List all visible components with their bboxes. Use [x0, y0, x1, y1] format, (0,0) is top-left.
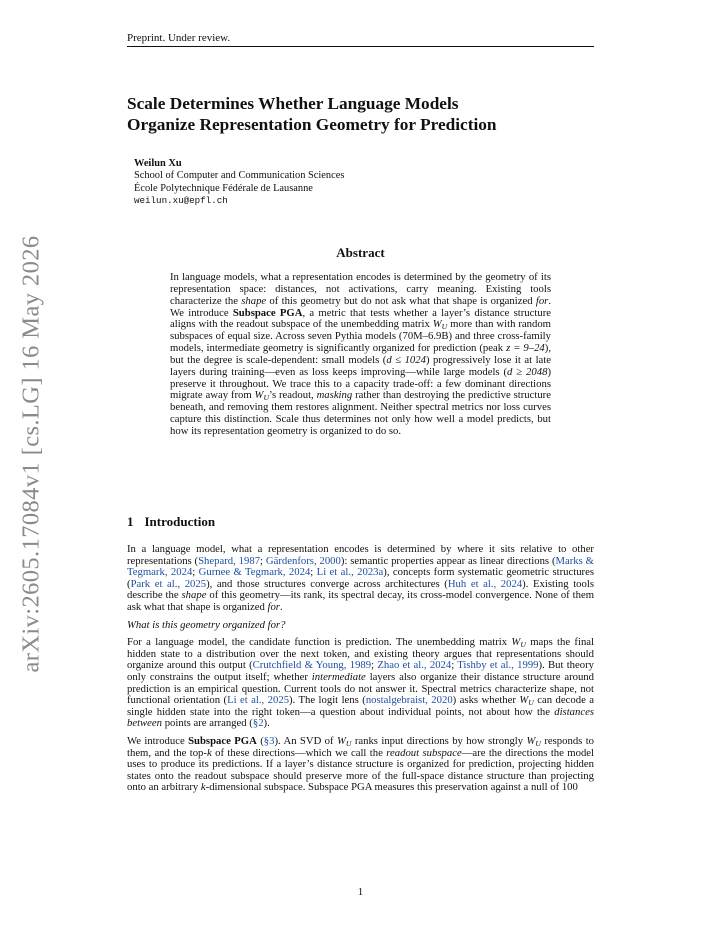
math-wu: $W_U$	[526, 734, 541, 748]
citation-link[interactable]: Tishby et al., 1999	[457, 659, 539, 672]
text-run: In language models, what a representation encodes is determined by the geometry of its representation space: distances, not activations, carry meaning. Existing tools characterize the	[170, 271, 551, 307]
arxiv-sidebar	[14, 235, 50, 673]
text-run: , a metric that tests whether a layer’s distance structure aligns with the readout subspace of the unembedding matrix	[170, 306, 551, 331]
paragraph: In a language model, what a representation encodes is determined by where it sits relative to other representations (Shepard, 1987; Gärdenfors, 2000): semantic properties appear as linear directions (Marks & Tegmark, 2024; Gurnee & Tegmark, 2024; Li et al., 2023a), concepts form systematic geometric structures (Park et al., 2025), and those structures converge across architectures (Huh et al., 2024). Existing tools describe the shape of this geometry—its rank, its spectral decay, its cross-model convergence. None of them ask what that shape is organized for.	[127, 543, 595, 613]
arxiv-identifier: arXiv:2605.17084v1 [cs.LG] 16 May 2026	[18, 235, 45, 673]
section-number: 1	[127, 514, 134, 529]
citation-link[interactable]: Zhao et al., 2024	[377, 659, 452, 672]
citation-link[interactable]: Gärdenfors, 2000	[265, 554, 341, 567]
text-run: . We introduce	[170, 294, 552, 319]
paragraph-question: What is this geometry organized for?	[127, 618, 286, 631]
section-title: Introduction	[144, 514, 216, 529]
emphasis: masking	[316, 389, 353, 402]
math: d ≥ 2048	[507, 365, 548, 378]
math-wu: $W_U$	[519, 694, 534, 708]
text-run: ) preserve it throughout. We trace this to a capacity trade-off: a few dominant directions migrate away from	[170, 365, 551, 402]
math-wu: $W_U$	[432, 318, 448, 332]
paragraph: We introduce Subspace PGA (§3). An SVD of $W_U$ ranks input directions by how strongly $W_U$ responds to them, and the top-k of these directions—which we call the readout subspace—are the directions the model uses to produce its predictions. If a layer’s distance structure is organized for prediction, projecting hidden states onto the readout subspace should preserve more of the full-space distance structure than projecting onto an arbitrary k-dimensional subspace. Subspace PGA measures this preservation against a null of 100	[127, 734, 595, 794]
math-wu: $W_U$	[336, 734, 352, 748]
title-line-2: Organize Representation Geometry for Prediction	[127, 115, 497, 134]
citation-link[interactable]: Gurnee & Tegmark, 2024	[198, 566, 311, 579]
section-ref-link[interactable]: §3	[263, 734, 275, 747]
text-run: ) progressively lose it at late layers during training—even as loss keeps improving—while large models (	[170, 353, 551, 378]
math-wu: $W_U$	[511, 636, 526, 650]
citation-link[interactable]: Shepard, 1987	[198, 554, 261, 567]
paper-title	[127, 93, 594, 135]
text-run: ’s readout,	[269, 389, 317, 402]
author-block	[134, 158, 344, 208]
citation-link[interactable]: Li et al., 2025	[227, 694, 290, 707]
text-run: rather than destroying the predictive structure beneath, and removing them restores alignment. Neither spectral metrics nor loss curves capture this distinction. Scale thus determines not only how well a model predicts, but how its representation geometry is organized to do so.	[170, 389, 551, 437]
text-run: more than with random subspaces of equal size. Across seven Pythia models (70M–6.9B) and three cross-family models, intermediate geometry is significantly organized for prediction (peak	[170, 318, 552, 355]
emphasis: shape	[241, 294, 267, 307]
running-head: Preprint. Under review.	[127, 32, 231, 44]
section-heading-introduction	[127, 514, 215, 530]
math: d ≤ 1024	[386, 353, 426, 366]
text-run: of this geometry but do not ask what that shape is organized	[266, 294, 536, 307]
math: z = 9–24	[506, 342, 545, 355]
author-email: weilun.xu@epfl.ch	[134, 195, 228, 207]
author-name: Weilun Xu	[134, 158, 182, 169]
method-name: Subspace PGA	[232, 306, 303, 319]
author-affiliation-school: School of Computer and Communication Sciences	[134, 170, 345, 182]
citation-link[interactable]: Crutchfield & Young, 1989	[252, 659, 372, 672]
math-wu: $W_U$	[254, 389, 270, 403]
citation-link[interactable]: nostalgebraist, 2020	[365, 694, 453, 707]
abstract-text	[170, 272, 551, 438]
abstract-heading: Abstract	[336, 245, 385, 260]
citation-link[interactable]: Marks & Tegmark, 2024	[127, 554, 594, 579]
paragraph: For a language model, the candidate function is prediction. The unembedding matrix $W_U$ maps the final hidden state to a distribution over the next token, and existing theory argues that representations should organize around this output (Crutchfield & Young, 1989; Zhao et al., 2024; Tishby et al., 1999). But theory only constrains the output itself; whether intermediate layers also organize their distance structure around prediction is an empirical question. Current tools do not answer it. Spectral metrics characterize shape, not functional orientation (Li et al., 2025). The logit lens (nostalgebraist, 2020) asks whether $W_U$ can decode a single hidden state into the right token—a question about individual points, not about how the distances between points are arranged (§2).	[127, 636, 595, 730]
header-rule	[127, 46, 594, 47]
page-number: 1	[357, 886, 364, 898]
author-affiliation-institution: École Polytechnique Fédérale de Lausanne	[134, 182, 313, 194]
citation-link[interactable]: Park et al., 2025	[130, 577, 207, 590]
citation-link[interactable]: Huh et al., 2024	[447, 577, 523, 590]
citation-link[interactable]: Li et al., 2023a	[316, 566, 384, 579]
section-ref-link[interactable]: §2	[252, 717, 264, 730]
text-run: ), but the degree is scale-dependent: small models (	[170, 342, 551, 366]
title-line-1: Scale Determines Whether Language Models	[127, 94, 459, 113]
introduction-body	[127, 544, 594, 800]
emphasis: for	[535, 294, 549, 307]
